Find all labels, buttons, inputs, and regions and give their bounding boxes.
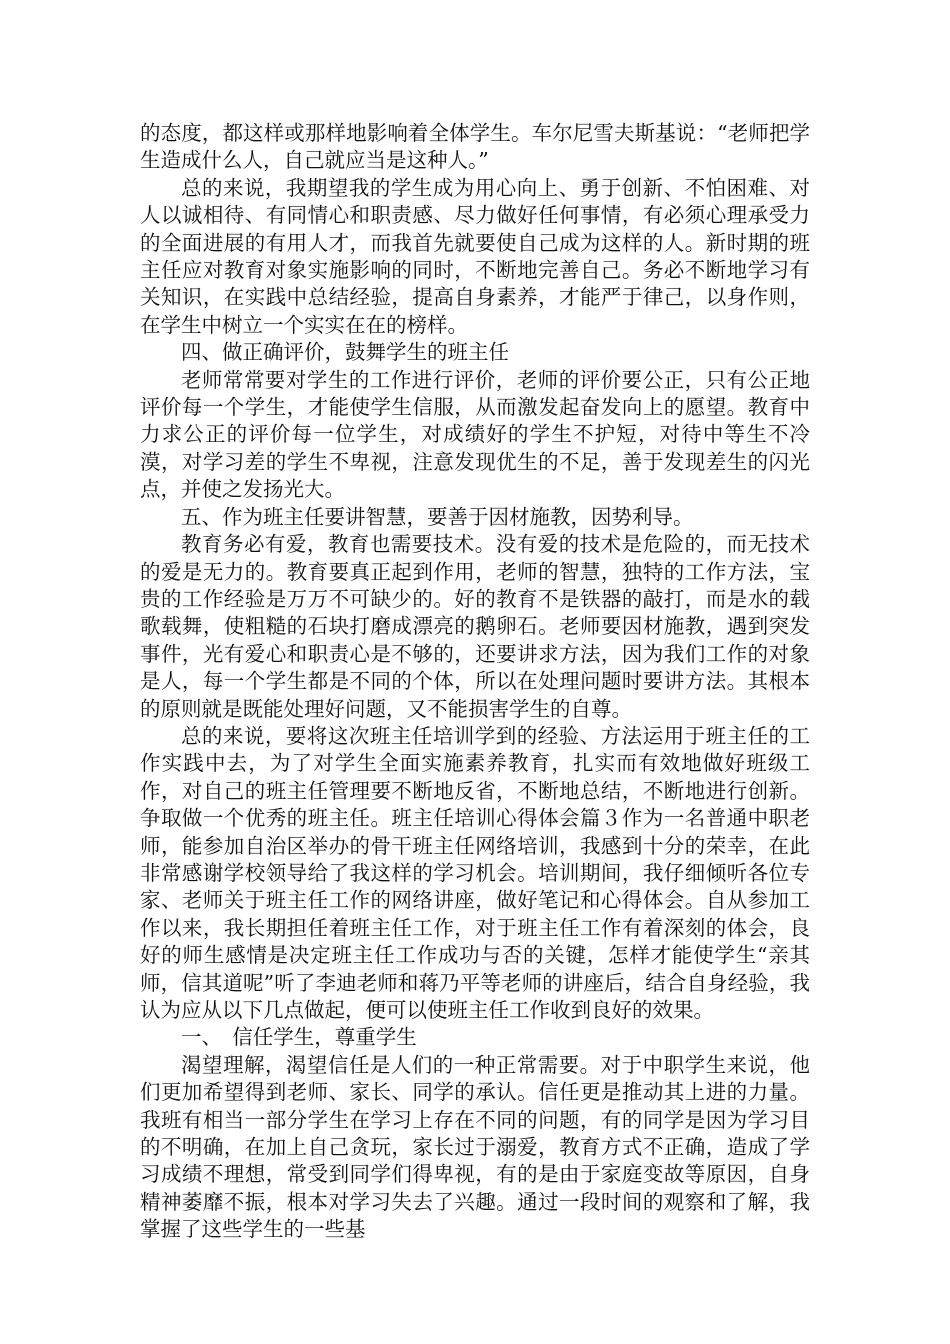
paragraph: 总的来说，我期望我的学生成为用心向上、勇于创新、不怕困难、对人以诚相待、有同情心和职责感、尽力做好任何事情，有必须心理承受力的全面进展的有用人才，而我首先就要使自己成为这样的人。新时期的班主任应对教育对象实施影响的同时，不断地完善自己。务必不断地学习有关知识，在实践中总结经验，提高自身素养，才能严于律己，以身作则，在学生中树立一个实实在在的榜样。 (140, 175, 810, 337)
paragraph: 教育务必有爱，教育也需要技术。没有爱的技术是危险的，而无技术的爱是无力的。教育要真正起到作用，老师的智慧，独特的工作方法，宝贵的工作经验是万万不可缺少的。好的教育不是铁器的敲打，而是水的载歌载舞，使粗糙的石块打磨成漂亮的鹅卵石。老师要因材施教，遇到突发事件，光有爱心和职责心是不够的，还要讲求方法，因为我们工作的对象是人，每一个学生都是不同的个体，所以在处理问题时要讲方法。其根本的原则就是既能处理好问题，又不能损害学生的自尊。 (140, 532, 810, 721)
section-heading-1: 一、 信任学生，尊重学生 (181, 1025, 417, 1050)
section-heading-4: 四、做正确评价，鼓舞学生的班主任 (181, 340, 509, 365)
paragraph: 渴望理解，渴望信任是人们的一种正常需要。对于中职学生来说，他们更加希望得到老师、家长、同学的承认。信任更是推动其上进的力量。我班有相当一部分学生在学习上存在不同的问题，有的同学是因为学习目的不明确，在加上自己贪玩，家长过于溺爱，教育方式不正确，造成了学习成绩不理想，常受到同学们得卑视，有的是由于家庭变故等原因，自身精神萎靡不振，根本对学习失去了兴趣。通过一段时间的观察和了解，我掌握了这些学生的一些基 (140, 1052, 810, 1242)
section-heading-5: 五、作为班主任要讲智慧，要善于因材施教，因势利导。 (181, 504, 694, 529)
paragraph: 老师常常要对学生的工作进行评价，老师的评价要公正，只有公正地评价每一个学生，才能使学生信服，从而激发起奋发向上的愿望。教育中力求公正的评价每一位学生，对成绩好的学生不护短，对待中等生不冷漠，对学习差的学生不卑视，注意发现优生的不足，善于发现差生的闪光点，并使之发扬光大。 (140, 367, 810, 502)
paragraph: 总的来说，要将这次班主任培训学到的经验、方法运用于班主任的工作实践中去，为了对学生全面实施素养教育，扎实而有效地做好班级工作，对自己的班主任管理要不断地反省，不断地总结，不断地进行创新。争取做一个优秀的班主任。班主任培训心得体会篇３作为一名普通中职老师，能参加自治区举办的骨干班主任网络培训，我感到十分的荣幸，在此非常感谢学校领导给了我这样的学习机会。培训期间，我仔细倾听各位专家、老师关于班主任工作的网络讲座，做好笔记和心得体会。自从参加工作以来，我长期担任着班主任工作，对于班主任工作有着深刻的体会，良好的师生感情是决定班主任工作成功与否的关键，怎样才能使学生“亲其师，信其道呢”听了李迪老师和蒋乃平等老师的讲座后，结合自身经验，我认为应从以下几点做起，便可以使班主任工作收到良好的效果。 (140, 723, 810, 1022)
paragraph-continued: 的态度，都这样或那样地影响着全体学生。车尔尼雪夫斯基说：“老师把学生造成什么人，自己就应当是这种人。” (140, 121, 810, 173)
document-body (140, 120, 810, 1244)
